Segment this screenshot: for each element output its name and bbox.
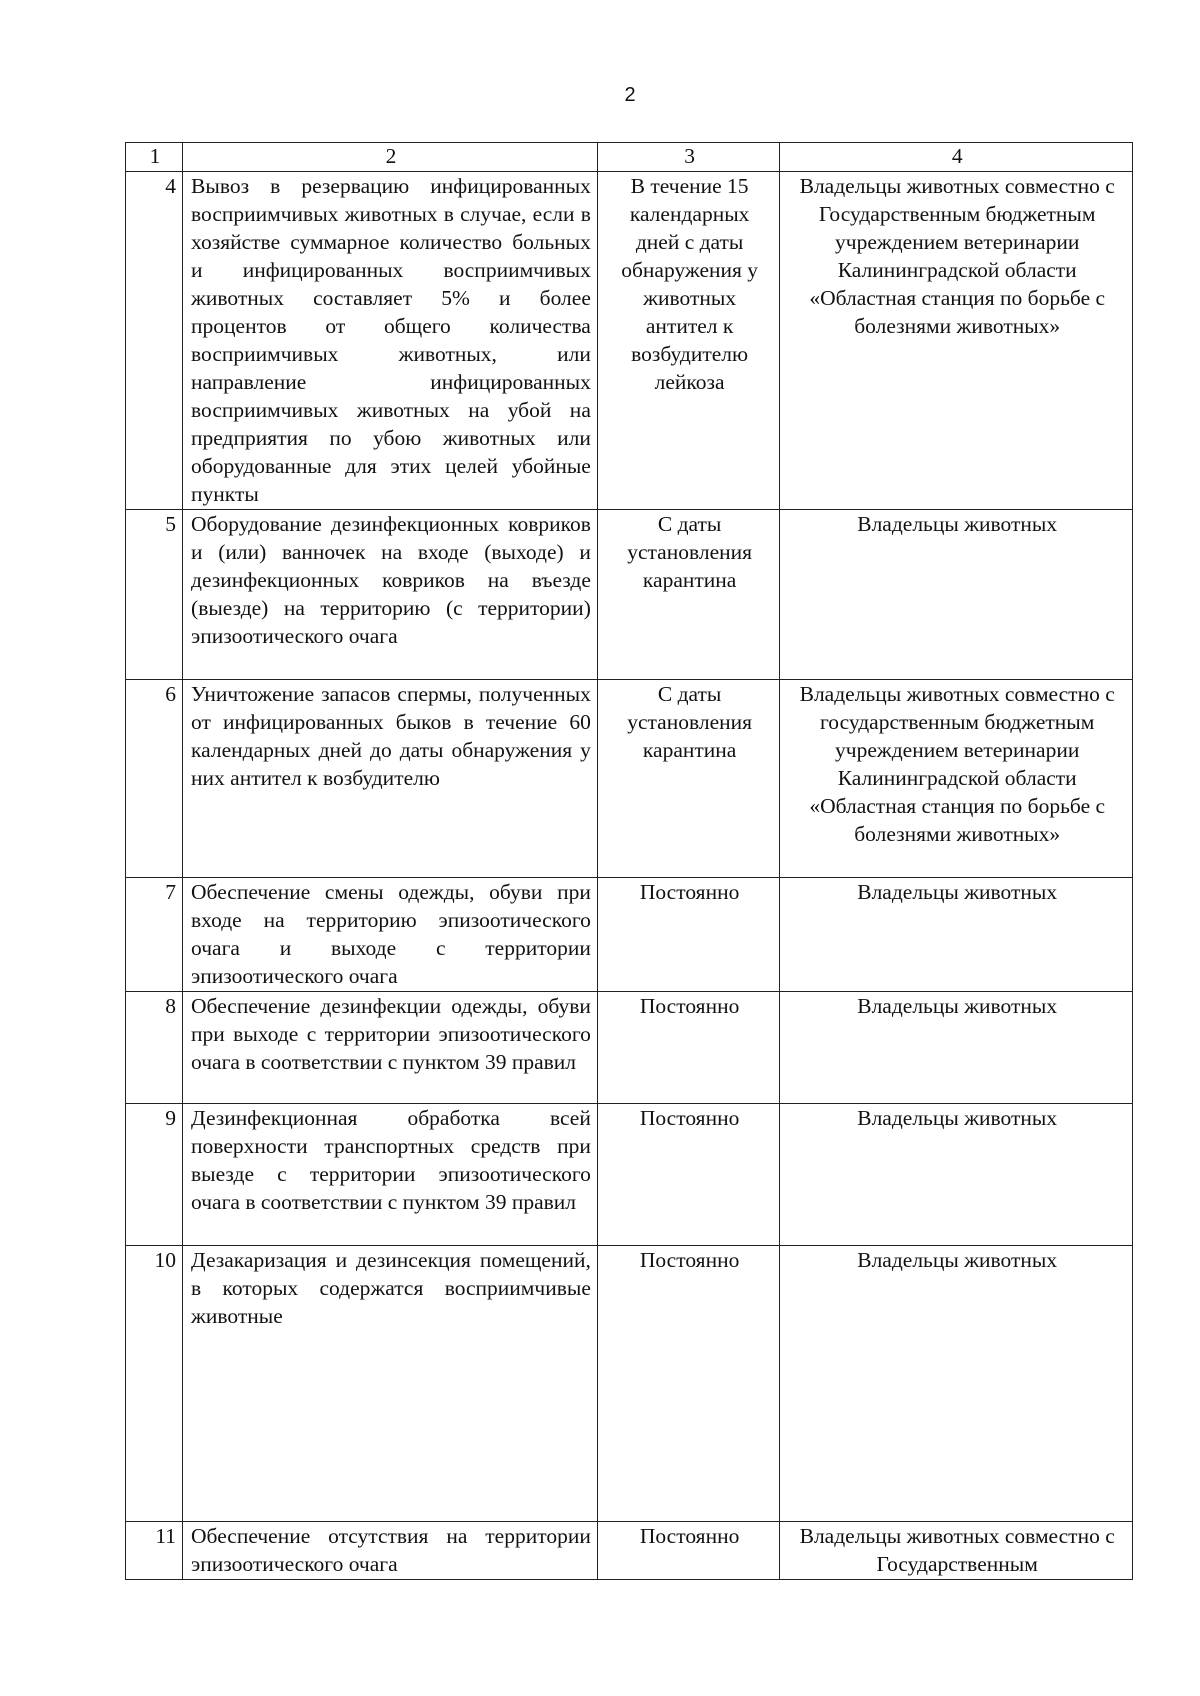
row-action: Дезинфекционная обработка всей поверхности транспортных средств при выезде с территории эпизоотического очага в соответствии с пунктом 39 правил <box>183 1104 598 1246</box>
row-responsible: Владельцы животных совместно с Государственным <box>780 1522 1133 1580</box>
row-number: 6 <box>126 680 183 878</box>
row-term: Постоянно <box>597 878 780 992</box>
row-term: В течение 15 календарных дней с даты обнаружения у животных антител к возбудителю лейкоза <box>597 172 780 510</box>
row-action: Обеспечение отсутствия на территории эпизоотического очага <box>183 1522 598 1580</box>
header-cell-num: 1 <box>126 143 183 172</box>
row-action: Обеспечение смены одежды, обуви при входе на территорию эпизоотического очага и выходе с территории эпизоотического очага <box>183 878 598 992</box>
row-action: Вывоз в резервацию инфицированных восприимчивых животных в случае, если в хозяйстве суммарное количество больных и инфицированных восприимчивых животных составляет 5% и более процентов от общего количества восприимчивых животных, или направление инфицированных восприимчивых животных на убой на предприятия по убою животных или оборудованные для этих целей убойные пункты <box>183 172 598 510</box>
row-responsible: Владельцы животных <box>780 1246 1133 1522</box>
table-row <box>126 1104 1133 1246</box>
row-responsible: Владельцы животных совместно с государственным бюджетным учреждением ветеринарии Калининградской области «Областная станция по борьбе с болезнями животных» <box>780 680 1133 878</box>
row-number: 8 <box>126 992 183 1104</box>
page-number: 2 <box>624 84 636 106</box>
row-number: 7 <box>126 878 183 992</box>
row-action: Уничтожение запасов спермы, полученных от инфицированных быков в течение 60 календарных дней до даты обнаружения у них антител к возбудителю <box>183 680 598 878</box>
row-action: Дезакаризация и дезинсекция помещений, в которых содержатся восприимчивые животные <box>183 1246 598 1522</box>
table-row <box>126 680 1133 878</box>
header-cell-term: 3 <box>597 143 780 172</box>
row-action: Оборудование дезинфекционных ковриков и (или) ванночек на входе (выходе) и дезинфекционных ковриков на въезде (выезде) на территорию (с территории) эпизоотического очага <box>183 510 598 680</box>
measures-table <box>125 142 1133 1580</box>
row-responsible: Владельцы животных <box>780 992 1133 1104</box>
row-number: 5 <box>126 510 183 680</box>
row-responsible: Владельцы животных совместно с Государственным бюджетным учреждением ветеринарии Калининградской области «Областная станция по борьбе с болезнями животных» <box>780 172 1133 510</box>
row-responsible: Владельцы животных <box>780 878 1133 992</box>
table-row <box>126 1522 1133 1580</box>
row-number: 9 <box>126 1104 183 1246</box>
row-term: С даты установления карантина <box>597 680 780 878</box>
row-term: С даты установления карантина <box>597 510 780 680</box>
row-responsible: Владельцы животных <box>780 1104 1133 1246</box>
row-action: Обеспечение дезинфекции одежды, обуви при выходе с территории эпизоотического очага в соответствии с пунктом 39 правил <box>183 992 598 1104</box>
header-cell-responsible: 4 <box>780 143 1133 172</box>
table-row <box>126 878 1133 992</box>
row-term: Постоянно <box>597 992 780 1104</box>
row-term: Постоянно <box>597 1522 780 1580</box>
table-row <box>126 1246 1133 1522</box>
row-term: Постоянно <box>597 1246 780 1522</box>
table-row <box>126 992 1133 1104</box>
table-row <box>126 510 1133 680</box>
row-number: 11 <box>126 1522 183 1580</box>
row-number: 4 <box>126 172 183 510</box>
row-term: Постоянно <box>597 1104 780 1246</box>
row-number: 10 <box>126 1246 183 1522</box>
table-header-row <box>126 143 1133 172</box>
header-cell-action: 2 <box>183 143 598 172</box>
table-row <box>126 172 1133 510</box>
row-responsible: Владельцы животных <box>780 510 1133 680</box>
